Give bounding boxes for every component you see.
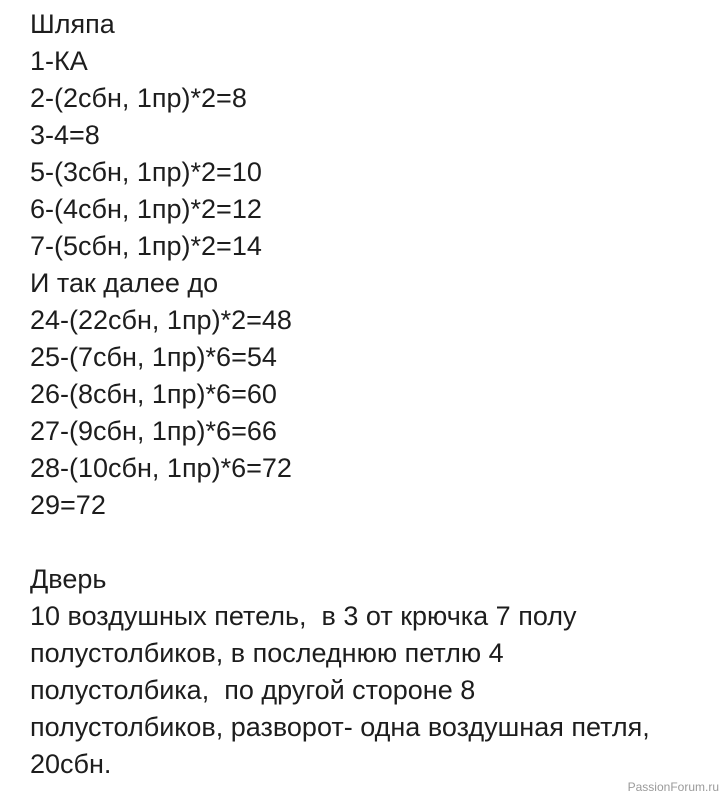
door-line: 20сбн.: [30, 749, 112, 779]
hat-row: 28-(10сбн, 1пр)*6=72: [30, 453, 292, 483]
hat-row: 3-4=8: [30, 120, 100, 150]
document-body: [30, 6, 717, 783]
hat-row: 2-(2сбн, 1пр)*2=8: [30, 83, 247, 113]
door-title: Дверь: [30, 564, 107, 594]
door-line: полустолбиков, в последнюю петлю 4: [30, 638, 504, 668]
hat-title: Шляпа: [30, 9, 115, 39]
hat-row: 25-(7сбн, 1пр)*6=54: [30, 342, 277, 372]
door-line: полустолбиков, разворот- одна воздушная петля,: [30, 712, 650, 742]
hat-row: 27-(9сбн, 1пр)*6=66: [30, 416, 277, 446]
hat-row: 5-(3сбн, 1пр)*2=10: [30, 157, 262, 187]
watermark: PassionForum.ru: [627, 780, 719, 794]
hat-row: 26-(8сбн, 1пр)*6=60: [30, 379, 277, 409]
hat-row: 1-КА: [30, 46, 88, 76]
hat-row: И так далее до: [30, 268, 219, 298]
hat-row: 29=72: [30, 490, 106, 520]
door-line: полустолбика, по другой стороне 8: [30, 675, 476, 705]
hat-row: 7-(5сбн, 1пр)*2=14: [30, 231, 262, 261]
hat-row: 24-(22сбн, 1пр)*2=48: [30, 305, 292, 335]
section-spacer: [30, 524, 717, 561]
door-line: 10 воздушных петель, в 3 от крючка 7 полу: [30, 601, 577, 631]
hat-row: 6-(4сбн, 1пр)*2=12: [30, 194, 262, 224]
